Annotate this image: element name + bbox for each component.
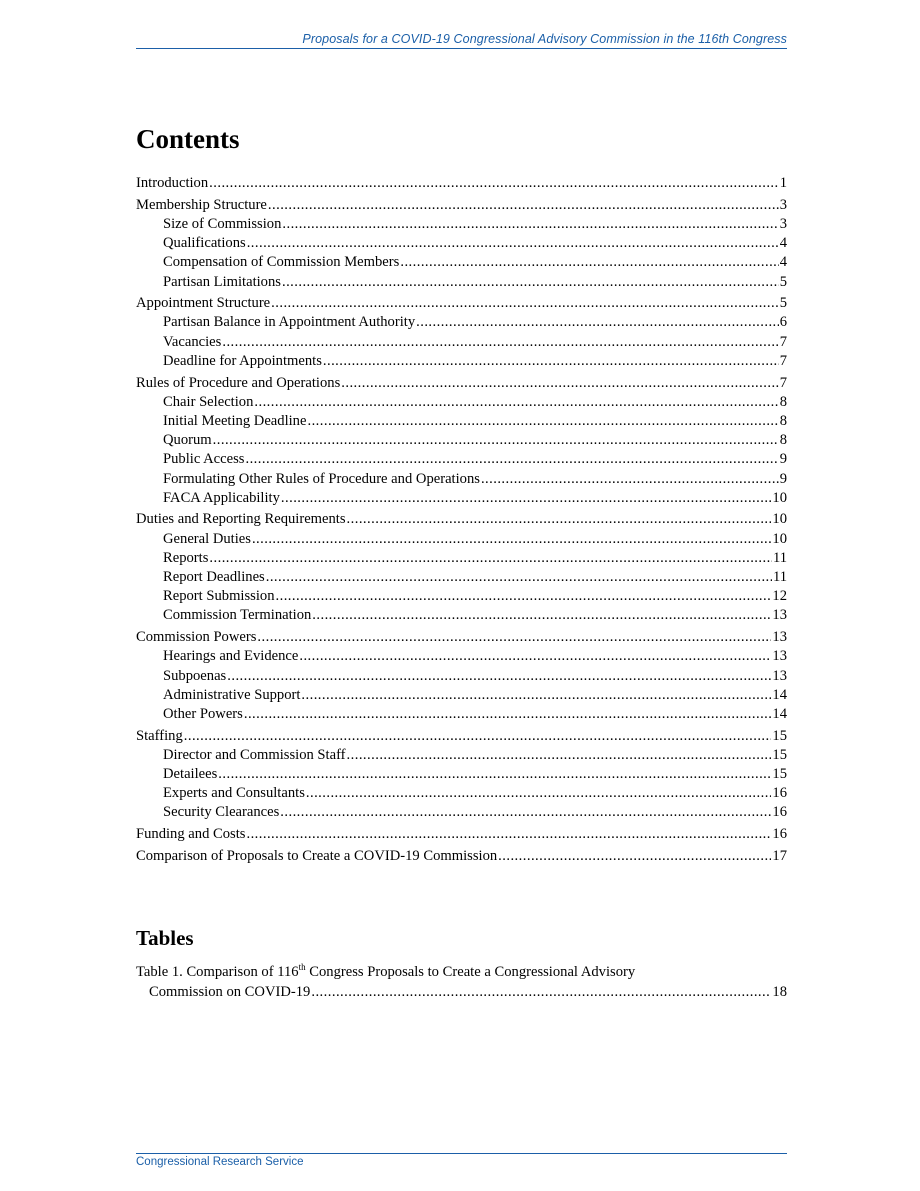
toc-entry[interactable] (163, 352, 787, 370)
toc-entry-label: Detailees (163, 766, 218, 782)
toc-entry-page: 4 (779, 254, 787, 271)
toc-entry-label: Introduction (136, 175, 209, 191)
toc-entry-label: FACA Applicability (163, 489, 280, 506)
dot-leader (271, 294, 779, 312)
toc-entry-label: Director and Commission Staff (163, 746, 346, 763)
toc-entry-page: 8 (779, 412, 787, 429)
toc-entry-page: 4 (779, 235, 787, 252)
dot-leader (184, 727, 772, 745)
toc-entry[interactable] (163, 647, 787, 665)
toc-entry[interactable] (136, 628, 787, 646)
toc-entry[interactable] (163, 393, 787, 411)
dot-leader (341, 374, 778, 392)
toc-entry[interactable] (163, 273, 787, 291)
toc-entry-label: Formulating Other Rules of Procedure and Operations (163, 470, 480, 487)
toc-entry[interactable] (163, 765, 787, 783)
dot-leader (254, 393, 778, 411)
toc-entry[interactable] (163, 784, 787, 802)
dot-leader (282, 215, 778, 233)
toc-entry-page: 10 (772, 530, 787, 547)
toc-entry-label: Appointment Structure (136, 295, 271, 312)
dot-leader (222, 333, 778, 351)
toc-entry-page: 16 (772, 826, 787, 843)
toc-entry[interactable] (163, 686, 787, 704)
dot-leader (307, 412, 778, 430)
toc-entry-label: General Duties (163, 530, 251, 547)
toc-entry-page: 15 (772, 766, 787, 782)
toc-entry-page: 3 (779, 215, 787, 232)
toc-entry[interactable] (136, 174, 787, 192)
toc-entry[interactable] (136, 374, 787, 392)
list-of-tables-entry[interactable] (136, 962, 787, 1002)
toc-entry[interactable] (163, 234, 787, 252)
table-entry-prefix: Table 1. Comparison of 116 (136, 964, 299, 980)
toc-entry-page: 9 (779, 470, 787, 487)
table-entry-suffix: Congress Proposals to Create a Congressional Advisory (305, 964, 636, 980)
table-entry-superscript: th (298, 962, 306, 973)
toc-entry-page: 10 (772, 511, 787, 528)
toc-entry-page: 14 (772, 705, 787, 722)
toc-entry[interactable] (136, 825, 787, 843)
toc-entry[interactable] (136, 196, 787, 214)
toc-entry-page: 6 (779, 314, 787, 331)
toc-entry-label: Size of Commission (163, 215, 282, 232)
running-header-text: Proposals for a COVID-19 Congressional Advisory Commission in the 116th Congress (302, 32, 787, 46)
dot-leader (280, 803, 771, 821)
toc-entry-page: 15 (772, 727, 787, 744)
toc-entry-page: 15 (772, 746, 787, 763)
toc-entry[interactable] (163, 412, 787, 430)
dot-leader (416, 313, 779, 331)
dot-leader (244, 705, 772, 723)
toc-entry-page: 7 (779, 374, 787, 391)
running-footer (136, 1153, 787, 1168)
running-header (136, 32, 787, 49)
toc-entry-label: Funding and Costs (136, 826, 246, 843)
toc-entry-label: Compensation of Commission Members (163, 254, 400, 271)
dot-leader (311, 982, 771, 1002)
dot-leader (312, 606, 771, 624)
toc-entry[interactable] (163, 606, 787, 624)
toc-entry[interactable] (163, 568, 787, 586)
toc-entry-label: Vacancies (163, 333, 222, 350)
toc-entry[interactable] (163, 450, 787, 468)
toc-entry-label: Partisan Balance in Appointment Authority (163, 314, 416, 331)
toc-entry-label: Rules of Procedure and Operations (136, 374, 341, 391)
toc-entry[interactable] (163, 470, 787, 488)
toc-entry-page: 10 (772, 489, 787, 506)
toc-entry-label: Initial Meeting Deadline (163, 412, 307, 429)
dot-leader (266, 568, 772, 586)
toc-entry[interactable] (136, 727, 787, 745)
dot-leader (498, 847, 771, 865)
dot-leader (301, 686, 771, 704)
dot-leader (268, 196, 779, 214)
toc-entry-page: 13 (772, 607, 787, 624)
toc-entry-label: Public Access (163, 451, 245, 468)
toc-entry[interactable] (136, 294, 787, 312)
dot-leader (252, 530, 771, 548)
toc-entry-label: Reports (163, 549, 209, 566)
toc-entry-label: Security Clearances (163, 804, 280, 821)
footer-text: Congressional Research Service (136, 1156, 304, 1168)
toc-entry-label: Commission Powers (136, 629, 257, 646)
toc-entry-label: Report Submission (163, 588, 275, 605)
table-entry-second-line (136, 982, 787, 1002)
toc-entry-page: 16 (772, 804, 787, 821)
dot-leader (347, 746, 772, 764)
toc-entry-page: 13 (772, 629, 787, 646)
dot-leader (246, 825, 771, 843)
dot-leader (245, 450, 778, 468)
toc-entry-page: 7 (779, 352, 787, 369)
tables-heading: Tables (136, 926, 194, 950)
toc-entry-label: Chair Selection (163, 393, 254, 410)
toc-entry-label: Partisan Limitations (163, 273, 281, 290)
toc-entry-page: 8 (779, 393, 787, 410)
toc-entry-page: 5 (779, 295, 787, 312)
toc-entry[interactable] (163, 587, 787, 605)
dot-leader (209, 174, 779, 192)
dot-leader (281, 489, 772, 507)
toc-entry-label: Deadline for Appointments (163, 352, 322, 369)
toc-entry-label: Qualifications (163, 235, 246, 252)
dot-leader (306, 784, 772, 802)
toc-entry-label: Experts and Consultants (163, 785, 305, 802)
toc-entry-label: Hearings and Evidence (163, 648, 299, 665)
toc-entry-page: 11 (772, 549, 787, 566)
dot-leader (227, 667, 771, 685)
toc-entry-page: 5 (779, 273, 787, 290)
toc-entry[interactable] (163, 431, 787, 449)
toc-entry-label: Commission Termination (163, 607, 312, 624)
dot-leader (257, 628, 771, 646)
toc-entry[interactable] (163, 489, 787, 507)
toc-entry-page: 17 (772, 847, 787, 864)
toc-entry[interactable] (163, 667, 787, 685)
toc-entry[interactable] (163, 333, 787, 351)
dot-leader (209, 549, 772, 567)
toc-entry-label: Staffing (136, 727, 183, 744)
dot-leader (347, 510, 772, 528)
toc-entry-page: 1 (779, 175, 787, 191)
toc-entry-label: Membership Structure (136, 196, 267, 213)
toc-entry[interactable] (163, 253, 787, 271)
toc-entry[interactable] (136, 510, 787, 528)
toc-entry-label: Administrative Support (163, 686, 301, 703)
dot-leader (400, 253, 778, 271)
toc-entry[interactable] (163, 803, 787, 821)
toc-entry-label: Report Deadlines (163, 569, 265, 585)
toc-entry[interactable] (163, 549, 787, 567)
toc-entry[interactable] (163, 215, 787, 233)
toc-entry-page: 14 (772, 686, 787, 703)
dot-leader (213, 431, 779, 449)
contents-heading: Contents (136, 124, 240, 154)
table-entry-title-line (136, 962, 787, 982)
toc-entry-page: 3 (779, 196, 787, 213)
toc-entry-page: 9 (779, 451, 787, 468)
toc-entry[interactable] (163, 705, 787, 723)
toc-entry[interactable] (163, 313, 787, 331)
toc-entry[interactable] (136, 847, 787, 865)
toc-entry-page: 13 (772, 667, 787, 684)
toc-entry-page: 12 (772, 588, 787, 605)
table-entry-continuation: Commission on COVID-19 (149, 984, 311, 1000)
dot-leader (323, 352, 779, 370)
toc-entry-label: Other Powers (163, 705, 243, 722)
table-entry-page: 18 (772, 984, 787, 1000)
toc-entry-page: 11 (772, 569, 787, 585)
toc-entry-page: 13 (772, 648, 787, 665)
toc-entry-label: Comparison of Proposals to Create a COVID-19 Commission (136, 847, 498, 864)
toc-entry-label: Subpoenas (163, 667, 227, 684)
toc-entry-page: 7 (779, 333, 787, 350)
toc-entry[interactable] (163, 746, 787, 764)
dot-leader (276, 587, 772, 605)
toc-entry-label: Quorum (163, 432, 212, 449)
dot-leader (218, 765, 771, 783)
dot-leader (247, 234, 779, 252)
dot-leader (481, 470, 779, 488)
dot-leader (299, 647, 771, 665)
toc-entry-page: 8 (779, 432, 787, 449)
toc-entry[interactable] (163, 530, 787, 548)
dot-leader (282, 273, 779, 291)
toc-entry-page: 16 (772, 785, 787, 802)
toc-entry-label: Duties and Reporting Requirements (136, 511, 346, 528)
